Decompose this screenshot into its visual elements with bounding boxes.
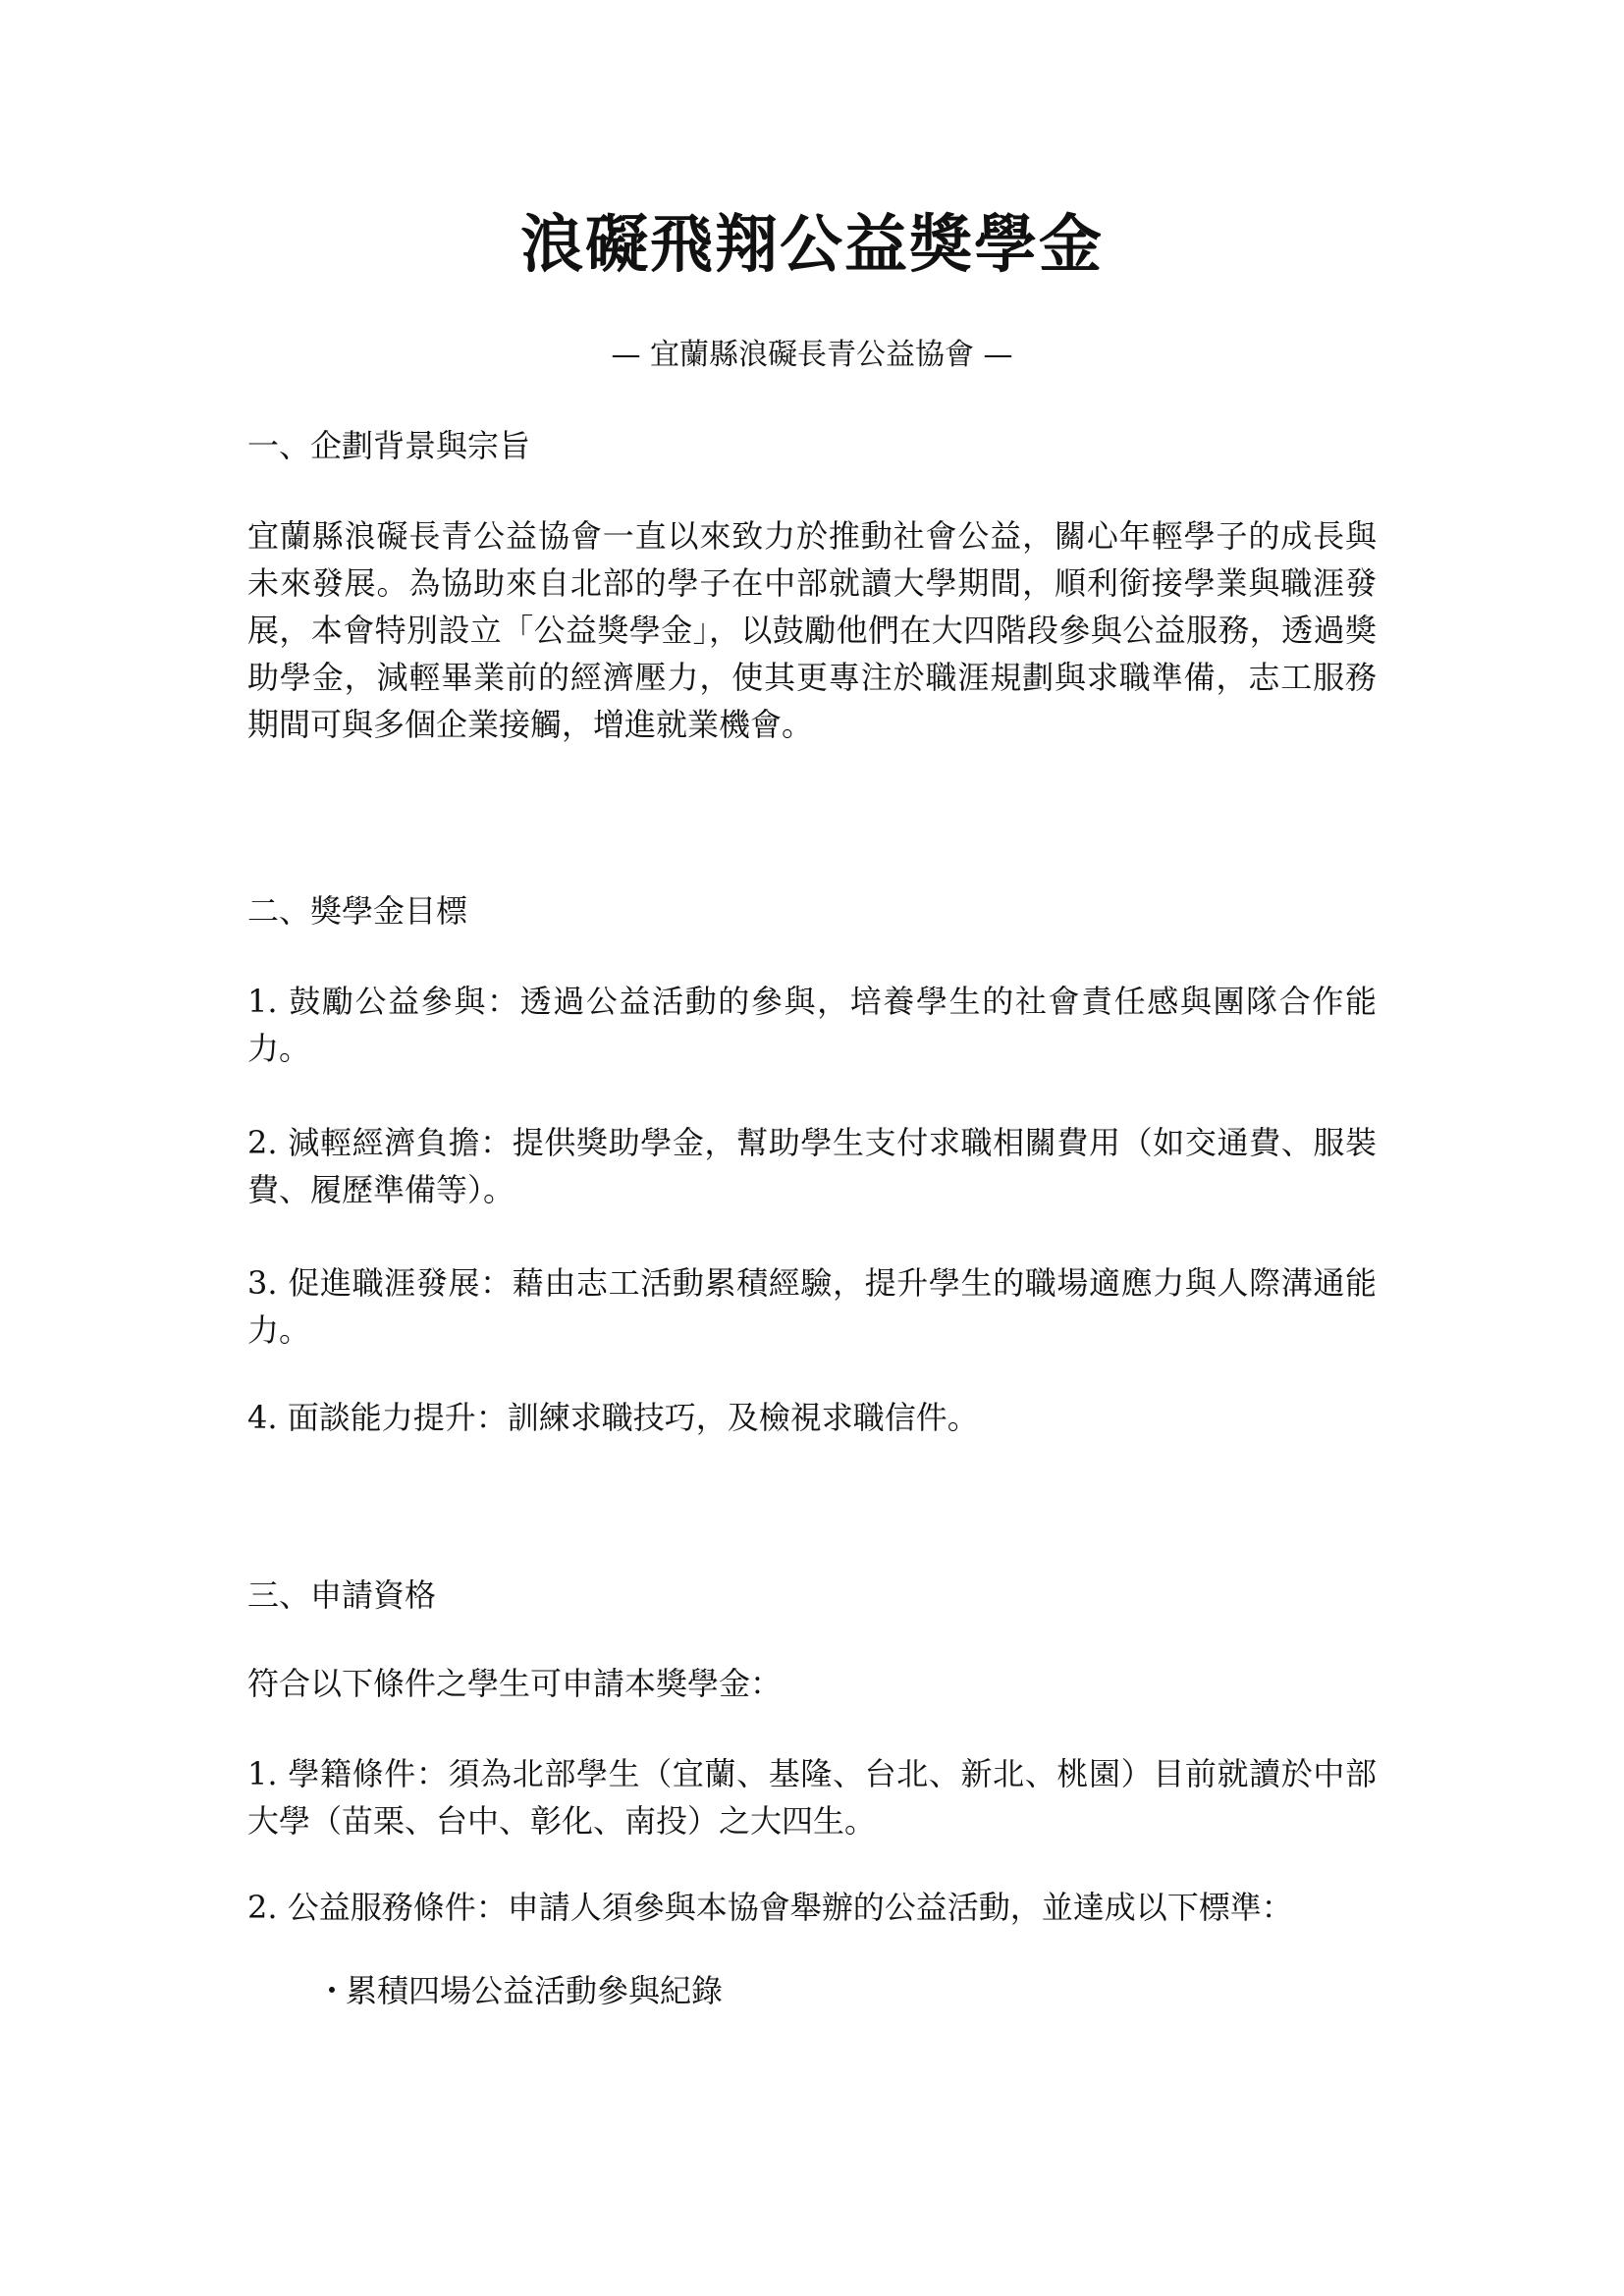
goal-item: 1. 鼓勵公益參與：透過公益活動的參與，培養學生的社會責任感與團隊合作能力。 — [247, 983, 1377, 1067]
goal-item: 4. 面談能力提升：訓練求職技巧，及檢視求職信件。 — [247, 1399, 979, 1436]
section-heading-background: 一、企劃背景與宗旨 — [247, 427, 531, 464]
section-body-background: 宜蘭縣浪礙長青公益協會一直以來致力於推動社會公益，關心年輕學子的成長與未來發展。為協助來自北部的學子在中部就讀大學期間，順利銜接學業與職涯發展，本會特別設立「公益獎學金」，以鼓勵他們在大四階段參與公益服務，透過獎助學金，減輕畢業前的經濟壓力，使其更專注於職涯規劃與求職準備，志工服務期間可與多個企業接觸，增進就業機會。 — [247, 517, 1377, 743]
section-heading-goals: 二、獎學金目標 — [247, 892, 468, 930]
goal-item: 3. 促進職涯發展：藉由志工活動累積經驗，提升學生的職場適應力與人際溝通能力。 — [247, 1264, 1377, 1349]
bullet-text: 累積四場公益活動參與紀錄 — [346, 1972, 724, 2009]
document-subtitle: — 宜蘭縣浪礙長青公益協會 — — [611, 338, 1013, 372]
eligibility-bullet — [316, 1969, 1377, 2012]
goal-item: 2. 減輕經濟負擔：提供獎助學金，幫助學生支付求職相關費用（如交通費、服裝費、履歷準備等）。 — [247, 1124, 1377, 1208]
document-title: 浪礙飛翔公益獎學金 — [520, 208, 1104, 282]
eligibility-intro: 符合以下條件之學生可申請本獎學金： — [247, 1665, 783, 1702]
eligibility-item: 2. 公益服務條件：申請人須參與本協會舉辦的公益活動，並達成以下標準： — [247, 1889, 1293, 1926]
bullet-marker: ・ — [316, 1972, 349, 2009]
section-heading-eligibility: 三、申請資格 — [247, 1576, 437, 1614]
eligibility-item: 1. 學籍條件：須為北部學生（宜蘭、基隆、台北、新北、桃園）目前就讀於中部大學（苗栗、台中、彰化、南投）之大四生。 — [247, 1755, 1377, 1840]
